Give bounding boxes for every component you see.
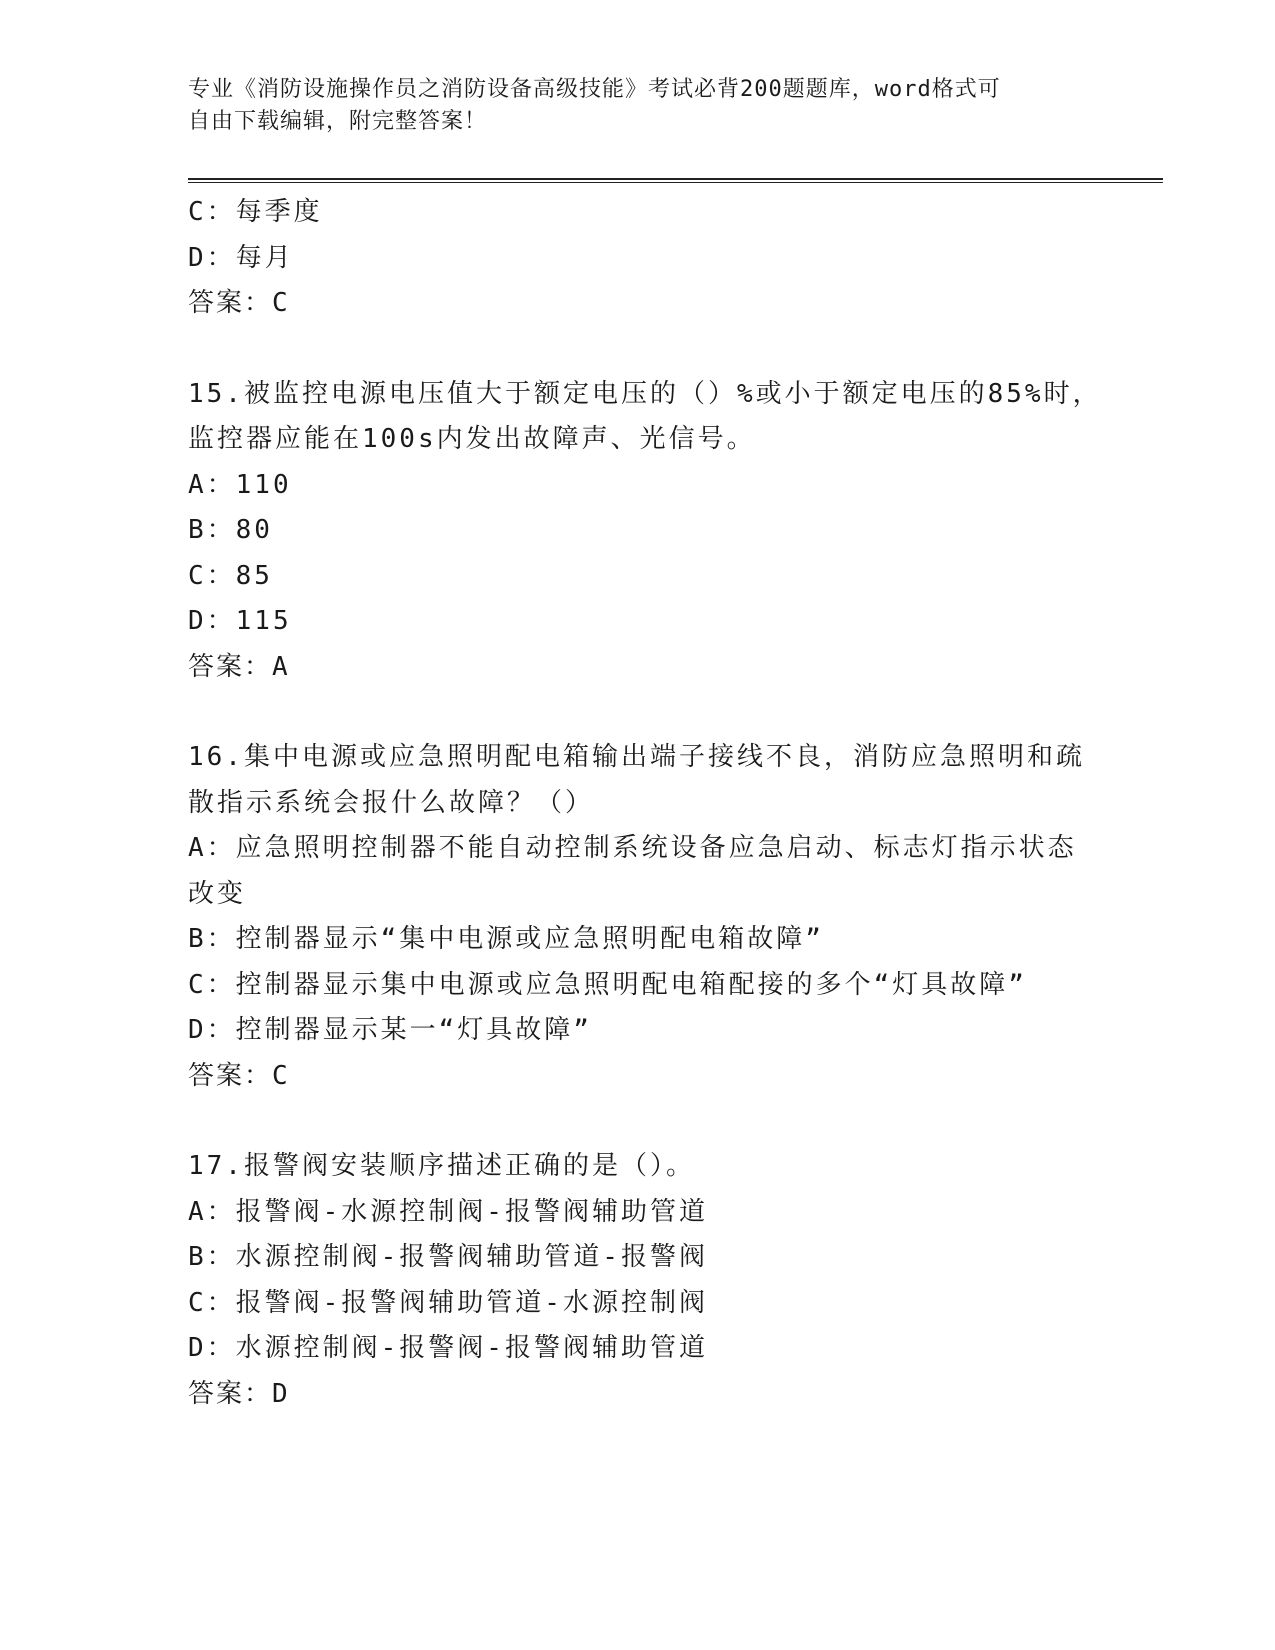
option-a: A：应急照明控制器不能自动控制系统设备应急启动、标志灯指示状态	[188, 833, 1077, 863]
option-b: B：水源控制阀-报警阀辅助管道-报警阀	[188, 1242, 708, 1272]
question-stem: 散指示系统会报什么故障？（）	[188, 787, 595, 818]
answer-line: 答案：A	[188, 651, 290, 682]
question-content	[188, 190, 1102, 1417]
answer-line: 答案：C	[188, 288, 290, 318]
option-a: A：报警阀-水源控制阀-报警阀辅助管道	[188, 1196, 708, 1227]
header-divider-thin	[188, 182, 1163, 183]
option-d: D：控制器显示某一“灯具故障”	[188, 1015, 592, 1045]
question-stem: 16.集中电源或应急照明配电箱输出端子接线不良，消防应急照明和疏	[188, 742, 1085, 772]
option-c: C：控制器显示集中电源或应急照明配电箱配接的多个“灯具故障”	[188, 969, 1027, 1000]
option-d: D：每月	[188, 242, 294, 273]
header-line-2: 自由下载编辑，附完整答案！	[188, 109, 488, 134]
option-a-continued: 改变	[188, 878, 247, 909]
question-15	[188, 372, 1102, 691]
option-c: C：85	[188, 560, 273, 591]
question-16	[188, 735, 1088, 1099]
option-b: B：控制器显示“集中电源或应急照明配电箱故障”	[188, 924, 824, 954]
option-c: C：每季度	[188, 197, 323, 227]
question-stem: 17.报警阀安装顺序描述正确的是（）。	[188, 1151, 695, 1181]
header-divider-thick	[188, 178, 1163, 180]
answer-line: 答案：C	[188, 1060, 290, 1091]
question-stem: 监控器应能在100s内发出故障声、光信号。	[188, 424, 756, 454]
option-d: D：115	[188, 606, 292, 636]
question-17	[188, 1144, 1088, 1417]
option-c: C：报警阀-报警阀辅助管道-水源控制阀	[188, 1287, 708, 1318]
question-stem: 15.被监控电源电压值大于额定电压的（）%或小于额定电压的85%时，	[188, 378, 1102, 409]
answer-line: 答案：D	[188, 1378, 290, 1409]
option-d: D：水源控制阀-报警阀-报警阀辅助管道	[188, 1333, 708, 1363]
option-b: B：80	[188, 515, 273, 545]
document-header	[188, 74, 1068, 138]
header-line-1: 专业《消防设施操作员之消防设备高级技能》考试必背200题题库，word格式可	[188, 77, 1001, 102]
option-a: A：110	[188, 469, 292, 500]
